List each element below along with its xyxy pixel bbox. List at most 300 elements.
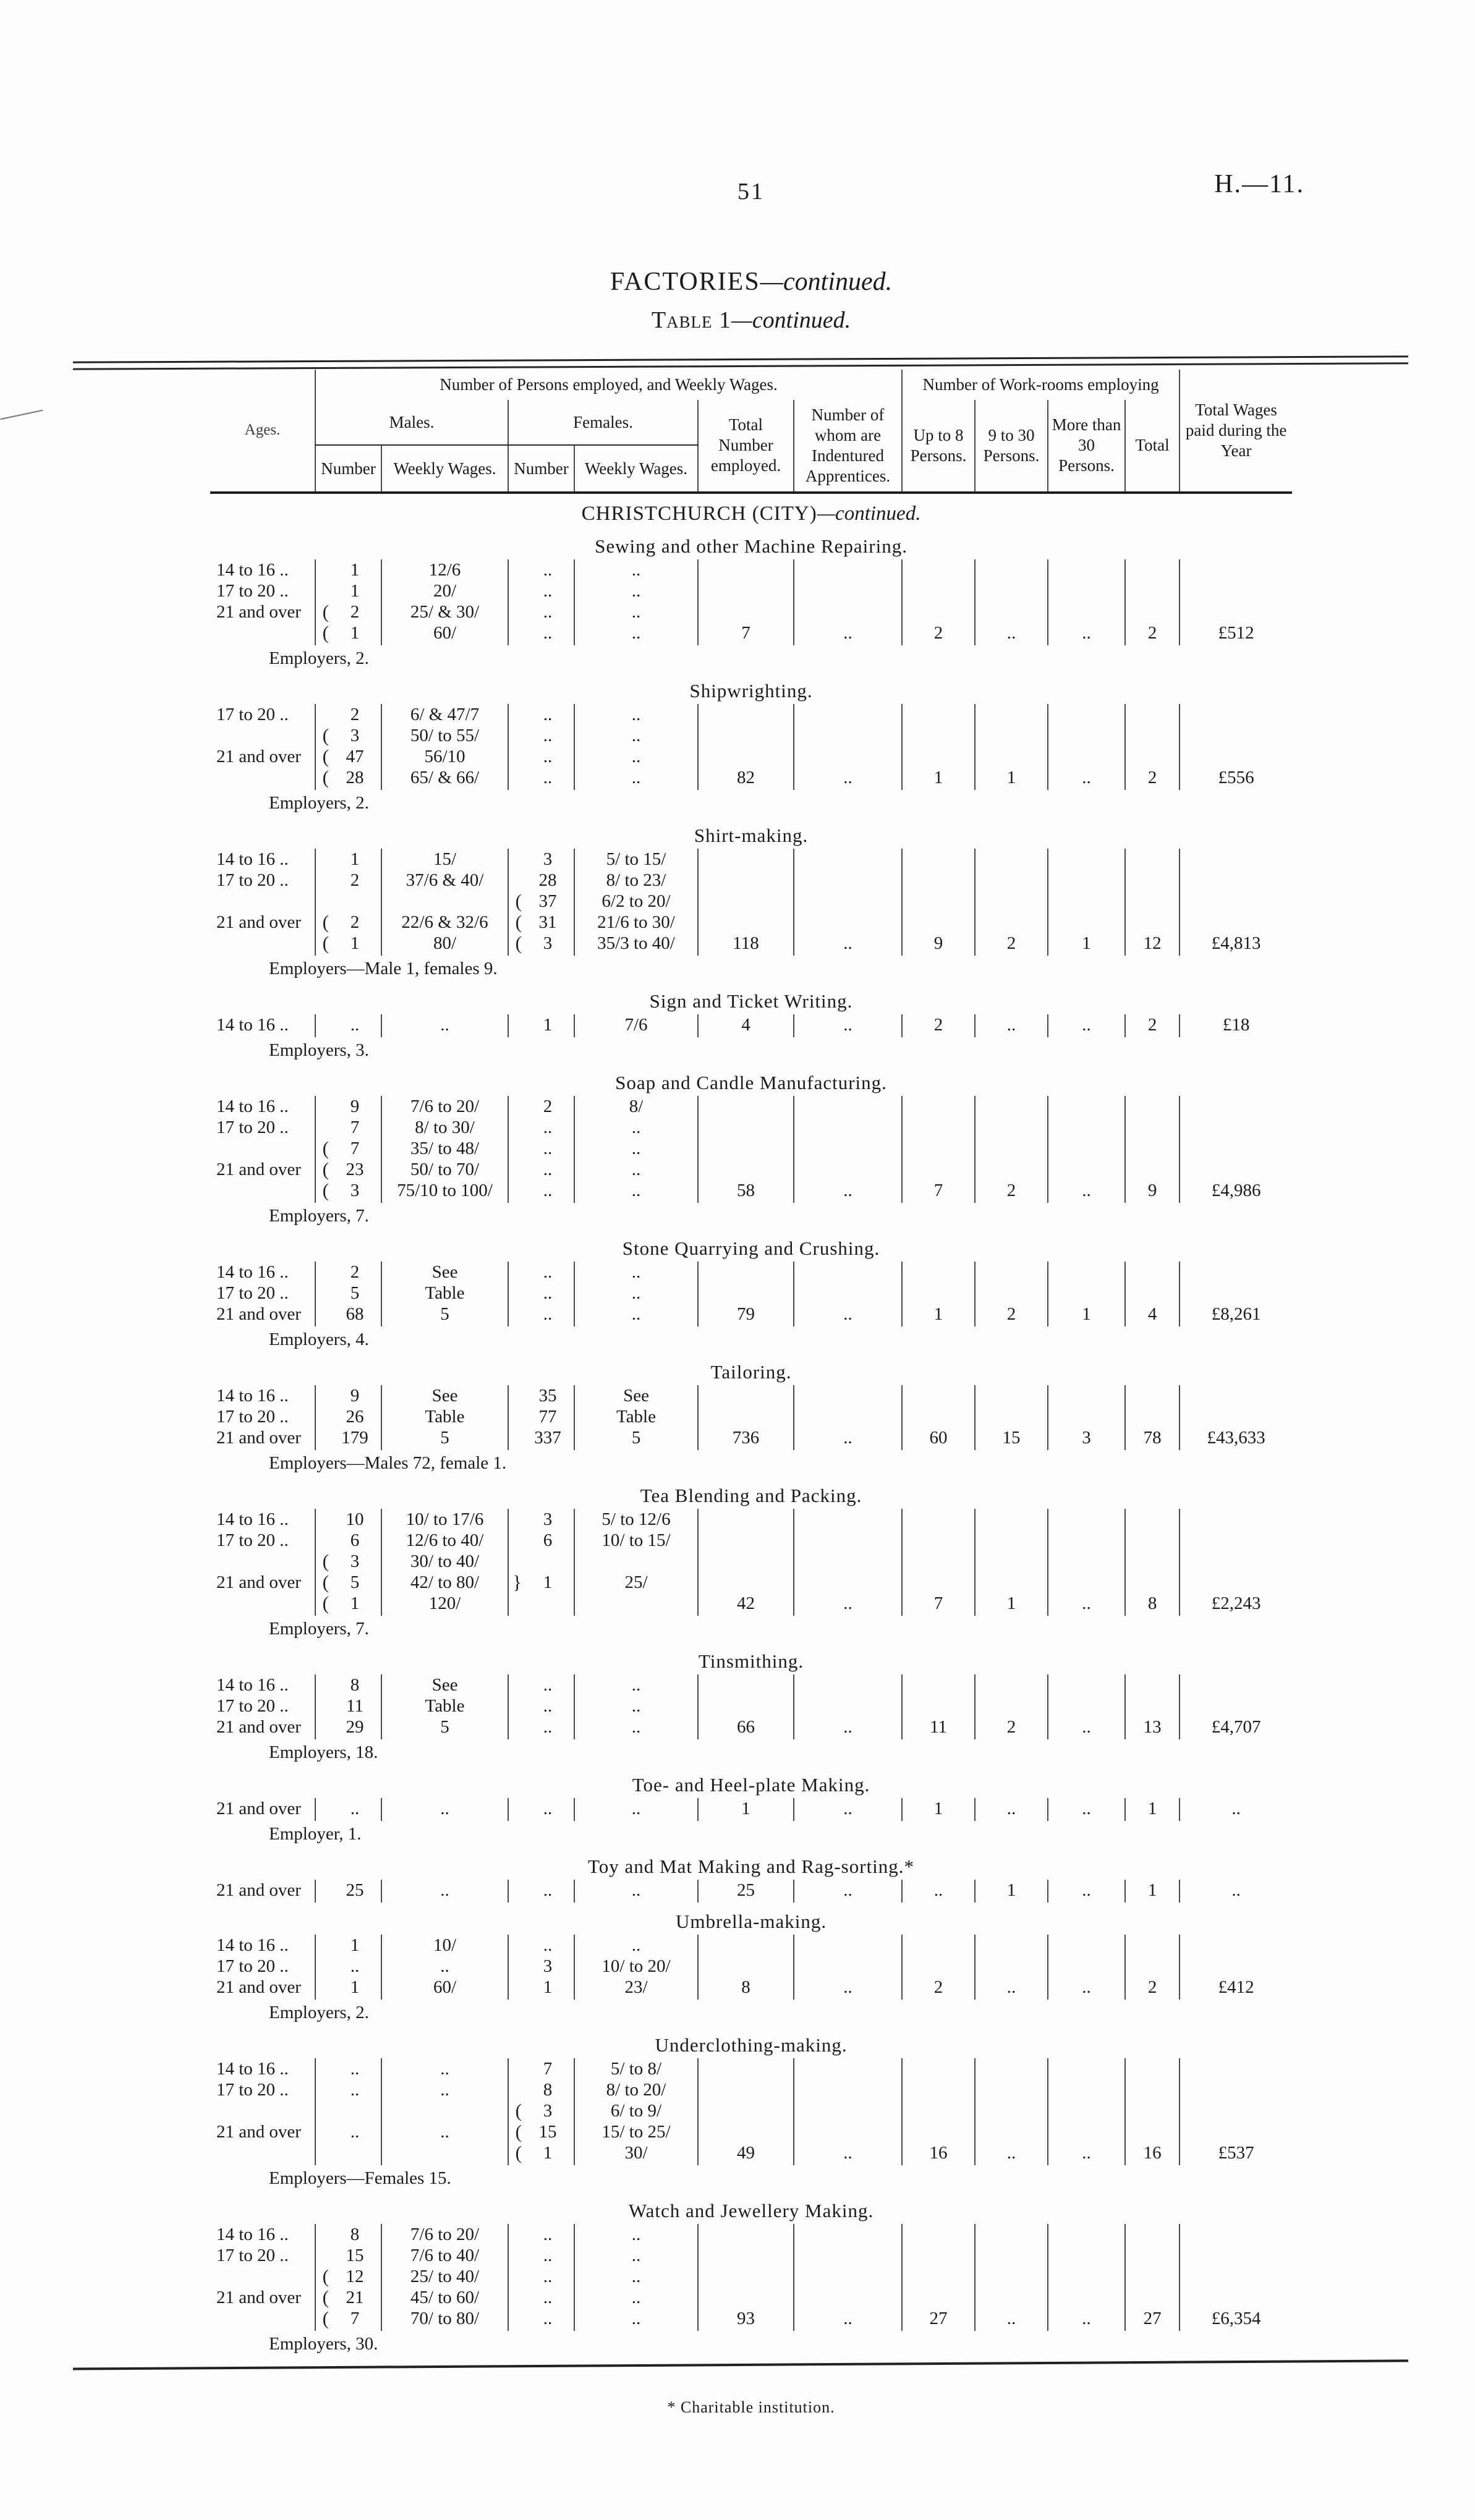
table-cell: [698, 2224, 794, 2245]
table-cell: [902, 580, 975, 601]
table-cell: ..: [574, 746, 698, 767]
table-cell: [975, 580, 1048, 601]
table-cell: [975, 1956, 1048, 1977]
table-cell: 736: [698, 1427, 794, 1450]
table-cell: [1125, 1530, 1180, 1551]
table-cell: 5: [350, 1283, 360, 1303]
table-cell: 7: [698, 622, 794, 645]
table-cell: 82: [698, 767, 794, 790]
table-cell: [794, 2121, 902, 2142]
table-cell: [1048, 891, 1125, 912]
table-cell: £537: [1180, 2142, 1292, 2165]
table-cell: ..: [975, 2142, 1048, 2165]
table-cell: 26: [346, 1406, 364, 1427]
table-cell: ..: [1048, 2308, 1125, 2331]
table-row: [210, 1572, 1292, 1593]
table-cell: [381, 2142, 508, 2165]
table-cell: [1180, 1138, 1292, 1159]
table-cell: 10: [346, 1509, 364, 1529]
table-cell: 2: [975, 1716, 1048, 1739]
table-cell: £8,261: [1180, 1304, 1292, 1326]
table-cell: (: [315, 767, 329, 790]
table-cell: 28: [346, 767, 364, 787]
table-cell: [1125, 1572, 1180, 1593]
table-cell: [794, 2058, 902, 2079]
table-cell: [698, 2121, 794, 2142]
table-cell: [902, 746, 975, 767]
table-cell: [1048, 1385, 1125, 1406]
table-row: [210, 1138, 1292, 1159]
table-cell: [975, 2079, 1048, 2100]
table-cell: [508, 1880, 522, 1903]
table-cell: ..: [794, 1716, 902, 1739]
table-cell: [902, 1096, 975, 1117]
table-cell: [508, 1283, 522, 1304]
table-title: [210, 307, 1292, 334]
table-cell: [1180, 1956, 1292, 1977]
table-cell: 1: [350, 933, 360, 953]
table-cell: [1180, 559, 1292, 580]
table-cell: (: [315, 746, 329, 767]
table-cell: [975, 912, 1048, 933]
col-header-up-to-8: Up to 8 Persons.: [902, 400, 975, 493]
table-cell: 1: [350, 580, 360, 601]
table-cell: 5: [381, 1716, 508, 1739]
table-row: [210, 1880, 1292, 1903]
table-cell: [975, 1385, 1048, 1406]
table-cell: 3: [543, 2100, 553, 2121]
table-cell: 6/ to 9/: [574, 2100, 698, 2121]
employers-note: Employers, 2.: [269, 648, 369, 668]
table-cell: [902, 2287, 975, 2308]
table-cell: [975, 2245, 1048, 2266]
table-row: [210, 891, 1292, 912]
table-cell: [794, 1935, 902, 1956]
table-cell: [1180, 601, 1292, 622]
table-cell: 25/ to 40/: [381, 2266, 508, 2287]
table-cell: [508, 1593, 522, 1616]
table-row: [210, 2245, 1292, 2266]
table-cell: [1125, 2287, 1180, 2308]
table-row: [210, 849, 1292, 870]
table-cell: 8/: [574, 1096, 698, 1117]
table-cell: [902, 601, 975, 622]
table-row: [210, 2121, 1292, 2142]
table-cell: ..: [381, 1956, 508, 1977]
table-cell: [902, 1262, 975, 1283]
section-title: Sign and Ticket Writing.: [649, 990, 853, 1012]
table-cell: [1180, 1674, 1292, 1695]
table-cell: [210, 1180, 315, 1203]
table-cell: [508, 2079, 522, 2100]
table-cell: [508, 2245, 522, 2266]
table-cell: (: [508, 891, 522, 912]
table-cell: [508, 1509, 522, 1530]
table-cell: [1180, 1551, 1292, 1572]
table-row: [210, 601, 1292, 622]
col-group-workrooms: Number of Work-rooms employing: [902, 370, 1180, 400]
table-cell: [1048, 2121, 1125, 2142]
table-cell: [1048, 704, 1125, 725]
table-cell: 56/10: [381, 746, 508, 767]
table-cell: ..: [574, 1880, 698, 1903]
table-cell: [902, 1572, 975, 1593]
table-cell: 2: [1125, 1014, 1180, 1037]
table-cell: 20/: [381, 580, 508, 601]
table-cell: ..: [350, 2121, 360, 2142]
table-cell: 11: [346, 1695, 363, 1716]
table-cell: [698, 1406, 794, 1427]
table-cell: 4: [1125, 1304, 1180, 1326]
table-cell: 2: [975, 1304, 1048, 1326]
table-cell: 21 and over: [216, 1798, 301, 1818]
table-cell: 1: [350, 1977, 360, 1997]
table-cell: 3: [543, 1509, 553, 1529]
table-cell: [1125, 2100, 1180, 2121]
table-cell: ..: [794, 1880, 902, 1903]
table-cell: 47: [346, 746, 364, 766]
table-cell: [315, 559, 329, 580]
table-row: [210, 1509, 1292, 1530]
table-cell: [1048, 1509, 1125, 1530]
table-cell: ..: [574, 1716, 698, 1739]
table-cell: [315, 2224, 329, 2245]
table-cell: [315, 2058, 329, 2079]
table-cell: 42/ to 80/: [381, 1572, 508, 1593]
table-cell: [1180, 580, 1292, 601]
table-cell: 12: [1125, 933, 1180, 956]
table-cell: [315, 1509, 329, 1530]
table-cell: 5: [381, 1304, 508, 1326]
table-cell: 7: [350, 2308, 360, 2328]
table-cell: ..: [975, 1798, 1048, 1821]
table-cell: [794, 870, 902, 891]
table-row: [210, 1593, 1292, 1616]
section-title: Shirt-making.: [694, 824, 809, 846]
table-cell: 1: [902, 1798, 975, 1821]
table-cell: 9: [902, 933, 975, 956]
table-cell: 8/ to 23/: [574, 870, 698, 891]
table-cell: ..: [574, 1138, 698, 1159]
table-cell: [508, 601, 522, 622]
table-cell: [1125, 870, 1180, 891]
table-cell: 3: [543, 1956, 553, 1976]
table-cell: [508, 580, 522, 601]
employers-note: Employers, 7.: [269, 1205, 369, 1226]
table-cell: 29: [346, 1716, 364, 1737]
table-cell: [508, 767, 522, 790]
table-cell: [902, 870, 975, 891]
table-cell: [975, 2058, 1048, 2079]
table-cell: [508, 849, 522, 870]
section-title: Tinsmithing.: [698, 1650, 804, 1672]
table-cell: [1125, 1956, 1180, 1977]
table-cell: ..: [543, 767, 553, 787]
table-cell: ..: [794, 622, 902, 645]
table-row: [210, 2308, 1292, 2331]
table-cell: 7: [902, 1180, 975, 1203]
table-cell: 2: [902, 1977, 975, 2000]
table-cell: £4,813: [1180, 933, 1292, 956]
table-cell: [1048, 2058, 1125, 2079]
table-cell: 21 and over: [216, 1572, 301, 1592]
table-cell: [1048, 2245, 1125, 2266]
table-cell: [1048, 725, 1125, 746]
table-cell: [508, 1530, 522, 1551]
table-cell: [315, 2079, 329, 2100]
table-cell: [698, 1283, 794, 1304]
table-cell: 31: [538, 912, 557, 932]
table-cell: 25/ & 30/: [381, 601, 508, 622]
table-cell: ..: [1048, 2142, 1125, 2165]
table-cell: [508, 2308, 522, 2331]
table-cell: [975, 2100, 1048, 2121]
table-cell: 4: [698, 1014, 794, 1037]
table-cell: [794, 1695, 902, 1716]
table-cell: [902, 1674, 975, 1695]
table-cell: [975, 891, 1048, 912]
table-cell: [698, 580, 794, 601]
col-header-total-rooms: Total: [1125, 400, 1180, 493]
col-header-females-wages: Weekly Wages.: [574, 445, 698, 492]
table-cell: ..: [1048, 1716, 1125, 1739]
page-title-continued: —continued.: [760, 268, 893, 296]
table-cell: ..: [975, 1977, 1048, 2000]
table-cell: 8: [543, 2079, 553, 2100]
table-cell: [508, 1695, 522, 1716]
table-cell: ..: [1048, 1880, 1125, 1903]
table-cell: [794, 559, 902, 580]
table-cell: 7: [543, 2058, 553, 2079]
table-cell: 10/ to 15/: [574, 1530, 698, 1551]
table-cell: 10/ to 17/6: [381, 1509, 508, 1530]
table-cell: 93: [698, 2308, 794, 2331]
table-cell: [1180, 912, 1292, 933]
table-cell: 65/ & 66/: [381, 767, 508, 790]
table-cell: 14 to 16 ..: [216, 1385, 289, 1406]
table-cell: [1125, 1262, 1180, 1283]
table-cell: [975, 2266, 1048, 2287]
table-row: [210, 912, 1292, 933]
table-cell: [698, 2266, 794, 2287]
table-cell: [508, 1138, 522, 1159]
table-cell: [975, 746, 1048, 767]
table-cell: [902, 1406, 975, 1427]
section-title: Shipwrighting.: [689, 679, 813, 702]
table-cell: [1048, 1096, 1125, 1117]
table-cell: ..: [975, 622, 1048, 645]
table-cell: 6/ & 47/7: [381, 704, 508, 725]
table-cell: [508, 1180, 522, 1203]
table-cell: [902, 1117, 975, 1138]
table-cell: 23: [346, 1159, 364, 1179]
table-cell: 16: [902, 2142, 975, 2165]
table-cell: [1125, 1674, 1180, 1695]
table-cell: [1048, 1262, 1125, 1283]
table-cell: [1125, 1096, 1180, 1117]
table-cell: [1048, 1551, 1125, 1572]
table-cell: 1: [350, 559, 360, 580]
table-cell: ..: [794, 933, 902, 956]
table-cell: ..: [794, 1304, 902, 1326]
table-cell: 14 to 16 ..: [216, 2224, 289, 2244]
table-cell: 68: [346, 1304, 364, 1324]
table-row: [210, 2100, 1292, 2121]
page-title: [210, 267, 1292, 297]
col-header-males-wages: Weekly Wages.: [381, 445, 508, 492]
employers-note: Employers, 18.: [269, 1742, 378, 1762]
table-cell: [794, 2266, 902, 2287]
table-cell: 66: [698, 1716, 794, 1739]
table-cell: [315, 2142, 329, 2165]
table-cell: ..: [794, 1593, 902, 1616]
table-cell: ..: [574, 2245, 698, 2266]
section-title: Stone Quarrying and Crushing.: [622, 1237, 880, 1259]
table-row: [210, 1935, 1292, 1956]
table-cell: [975, 1096, 1048, 1117]
table-cell: Table: [381, 1695, 508, 1716]
table-cell: [508, 1935, 522, 1956]
table-cell: [508, 1716, 522, 1739]
table-cell: (: [315, 2266, 329, 2287]
table-cell: 17 to 20 ..: [216, 1117, 289, 1137]
table-cell: [794, 1159, 902, 1180]
table-cell: ..: [574, 1180, 698, 1203]
table-cell: [794, 1956, 902, 1977]
table-cell: [1180, 1117, 1292, 1138]
table-cell: 21 and over: [216, 1977, 301, 1997]
table-cell: [1125, 559, 1180, 580]
table-cell: ..: [574, 2224, 698, 2245]
table-cell: [1180, 1262, 1292, 1283]
table-cell: [1180, 2266, 1292, 2287]
table-cell: (: [315, 725, 329, 746]
table-cell: 3: [350, 1551, 360, 1571]
table-cell: 45/ to 60/: [381, 2287, 508, 2308]
table-cell: 7: [350, 1138, 360, 1158]
table-cell: [794, 746, 902, 767]
table-cell: [975, 1262, 1048, 1283]
table-cell: [1180, 2245, 1292, 2266]
table-cell: 21: [346, 2287, 364, 2307]
table-cell: [1125, 725, 1180, 746]
table-cell: [315, 1880, 329, 1903]
table-cell: [210, 2266, 315, 2287]
table-cell: 3: [543, 933, 553, 953]
table-cell: [1125, 1551, 1180, 1572]
table-cell: 7: [350, 1117, 360, 1137]
table-cell: 12/6 to 40/: [381, 1530, 508, 1551]
table-cell: [902, 912, 975, 933]
table-cell: [1048, 1530, 1125, 1551]
table-cell: [315, 2245, 329, 2266]
table-cell: 12: [346, 2266, 364, 2286]
table-cell: [1125, 2121, 1180, 2142]
table-cell: [698, 1159, 794, 1180]
table-cell: ..: [381, 2121, 508, 2142]
table-cell: [1048, 849, 1125, 870]
table-cell: 1: [1048, 933, 1125, 956]
table-cell: [508, 2224, 522, 2245]
table-cell: [1180, 2058, 1292, 2079]
table-cell: [508, 1159, 522, 1180]
table-cell: [508, 1304, 522, 1326]
table-cell: 1: [698, 1798, 794, 1821]
table-cell: ..: [574, 767, 698, 790]
table-cell: [1048, 1138, 1125, 1159]
table-cell: [1125, 1385, 1180, 1406]
col-header-total-employed: Total Number employed.: [698, 400, 794, 493]
table-cell: ..: [1048, 1180, 1125, 1203]
table-cell: [1180, 849, 1292, 870]
employers-note: Employers, 7.: [269, 1618, 369, 1639]
table-cell: [794, 601, 902, 622]
table-cell: 10/ to 20/: [574, 1956, 698, 1977]
table-cell: [975, 2121, 1048, 2142]
table-cell: [902, 704, 975, 725]
table-cell: [210, 891, 315, 912]
employers-note: Employers, 2.: [269, 792, 369, 813]
table-cell: ..: [574, 622, 698, 645]
table-cell: [1125, 704, 1180, 725]
table-cell: 14 to 16 ..: [216, 559, 289, 580]
table-cell: 22/6 & 32/6: [381, 912, 508, 933]
table-cell: [975, 1572, 1048, 1593]
table-cell: ..: [574, 1283, 698, 1304]
table-cell: 2: [1125, 622, 1180, 645]
table-cell: 9: [350, 1385, 360, 1406]
table-cell: [902, 1138, 975, 1159]
table-cell: [902, 1530, 975, 1551]
table-cell: [1125, 2266, 1180, 2287]
table-cell: 7/6 to 20/: [381, 1096, 508, 1117]
table-cell: (: [508, 912, 522, 933]
table-cell: See: [574, 1385, 698, 1406]
table-cell: £556: [1180, 767, 1292, 790]
table-cell: 35: [538, 1385, 557, 1406]
table-cell: 21 and over: [216, 912, 301, 932]
table-cell: 14 to 16 ..: [216, 1509, 289, 1529]
table-cell: 17 to 20 ..: [216, 870, 289, 890]
table-cell: [329, 2142, 381, 2165]
table-cell: [1048, 870, 1125, 891]
table-cell: 2: [350, 870, 360, 890]
table-cell: £4,986: [1180, 1180, 1292, 1203]
table-cell: (: [508, 2142, 522, 2165]
table-cell: [574, 1551, 698, 1572]
table-cell: ..: [543, 2245, 553, 2265]
section-title: Toy and Mat Making and Rag-sorting.*: [588, 1855, 915, 1877]
col-header-ages: Ages.: [244, 422, 281, 439]
table-row: [210, 746, 1292, 767]
table-cell: [975, 1674, 1048, 1695]
table-cell: 17 to 20 ..: [216, 2079, 289, 2100]
table-cell: 21 and over: [216, 1427, 301, 1448]
table-cell: [975, 849, 1048, 870]
table-cell: [210, 2308, 315, 2331]
table-cell: £43,633: [1180, 1427, 1292, 1450]
table-cell: [1125, 1509, 1180, 1530]
table-cell: Table: [381, 1283, 508, 1304]
table-cell: 2: [902, 1014, 975, 1037]
table-cell: [698, 1674, 794, 1695]
table-cell: ..: [1180, 1798, 1292, 1821]
table-cell: [315, 849, 329, 870]
table-cell: [975, 2224, 1048, 2245]
table-cell: [794, 1138, 902, 1159]
table-cell: [315, 1427, 329, 1450]
table-cell: [902, 1159, 975, 1180]
